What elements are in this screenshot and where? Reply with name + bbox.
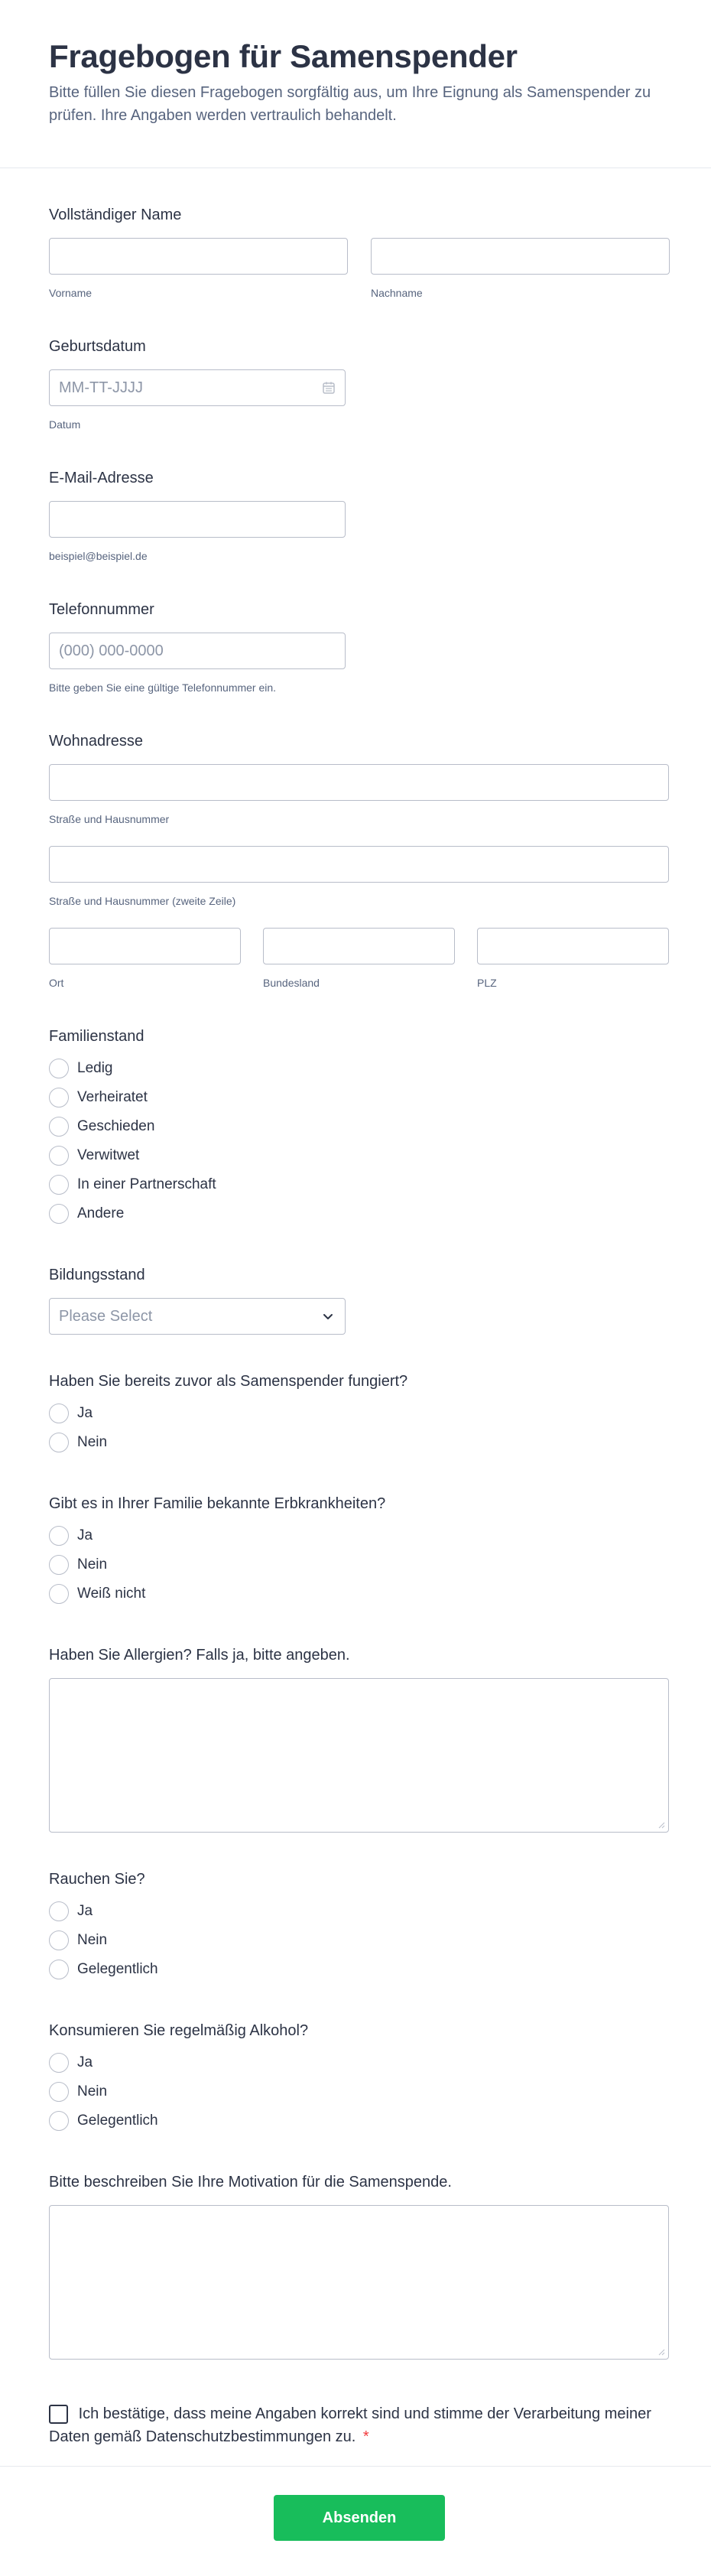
alcohol-option[interactable] [49, 2048, 672, 2077]
alcohol-radio[interactable] [49, 2082, 69, 2102]
marital-option-label: Geschieden [77, 1118, 155, 1134]
hereditary-radio[interactable] [49, 1555, 69, 1575]
hereditary-options [49, 1521, 672, 1608]
address-label: Wohnadresse [49, 733, 144, 750]
marital-option-label: Verheiratet [77, 1089, 148, 1105]
donor-before-radio[interactable] [49, 1403, 69, 1423]
form-header [0, 0, 711, 168]
email-section [49, 468, 672, 563]
smoking-radio[interactable] [49, 1960, 69, 1979]
phone-sublabel: Bitte geben Sie eine gültige Telefonnummer ein. [49, 681, 277, 694]
first-name-sublabel: Vorname [49, 287, 93, 299]
consent-section [49, 2402, 669, 2448]
calendar-icon[interactable] [322, 381, 336, 395]
birthdate-placeholder: MM-TT-JJJJ [59, 379, 143, 396]
consent-row [49, 2402, 669, 2448]
marital-option[interactable] [49, 1112, 672, 1141]
marital-option[interactable] [49, 1199, 672, 1228]
hereditary-option[interactable] [49, 1579, 672, 1608]
last-name-sublabel: Nachname [371, 287, 423, 299]
marital-option[interactable] [49, 1141, 672, 1170]
smoking-option[interactable] [49, 1926, 672, 1955]
marital-option-label: Andere [77, 1205, 125, 1221]
marital-options [49, 1054, 672, 1228]
marital-option-label: Ledig [77, 1060, 113, 1076]
email-sublabel: beispiel@beispiel.de [49, 550, 148, 562]
smoking-radio[interactable] [49, 1901, 69, 1921]
hereditary-option[interactable] [49, 1521, 672, 1550]
form-footer [0, 2466, 711, 2576]
smoking-option[interactable] [49, 1897, 672, 1926]
email-label: E-Mail-Adresse [49, 470, 154, 486]
allergies-textarea[interactable] [49, 1678, 669, 1833]
donor-before-option[interactable] [49, 1399, 672, 1428]
resize-handle-icon[interactable] [658, 2349, 665, 2356]
city-input[interactable] [49, 928, 241, 964]
first-name-input[interactable] [49, 238, 348, 275]
alcohol-option[interactable] [49, 2106, 672, 2135]
alcohol-option-label: Nein [77, 2083, 108, 2100]
street-input[interactable] [49, 764, 669, 801]
donor-before-option-label: Nein [77, 1434, 108, 1450]
hereditary-option-label: Ja [77, 1527, 93, 1543]
address-section [49, 731, 672, 990]
donor-before-radio[interactable] [49, 1433, 69, 1452]
alcohol-radio[interactable] [49, 2111, 69, 2131]
marital-radio[interactable] [49, 1146, 69, 1166]
page-title: Fragebogen für Samenspender [49, 38, 518, 74]
hereditary-option[interactable] [49, 1550, 672, 1579]
education-placeholder: Please Select [59, 1307, 153, 1325]
alcohol-label: Konsumieren Sie regelmäßig Alkohol? [49, 2022, 309, 2039]
donor-before-options [49, 1399, 672, 1457]
alcohol-option[interactable] [49, 2077, 672, 2106]
street-sublabel: Straße und Hausnummer [49, 813, 170, 825]
marital-option[interactable] [49, 1083, 672, 1112]
consent-text: Ich bestätige, dass meine Angaben korrekt sind und stimme der Verarbeitung meiner Daten gemäß Datenschutzbestimmungen zu. [49, 2405, 651, 2445]
required-mark: * [362, 2428, 369, 2445]
alcohol-option-label: Ja [77, 2054, 93, 2070]
birthdate-label: Geburtsdatum [49, 338, 146, 355]
marital-radio[interactable] [49, 1088, 69, 1107]
marital-radio[interactable] [49, 1117, 69, 1137]
smoking-radio[interactable] [49, 1930, 69, 1950]
marital-section [49, 1026, 672, 1228]
hereditary-option-label: Weiß nicht [77, 1586, 146, 1602]
motivation-label: Bitte beschreiben Sie Ihre Motivation für die Samenspende. [49, 2174, 452, 2191]
alcohol-section [49, 2021, 672, 2135]
smoking-section [49, 1869, 672, 1984]
marital-option-label: In einer Partnerschaft [77, 1176, 216, 1192]
allergies-section [49, 1645, 672, 1833]
hereditary-radio[interactable] [49, 1584, 69, 1604]
zip-input[interactable] [477, 928, 669, 964]
email-input[interactable] [49, 501, 346, 538]
resize-handle-icon[interactable] [658, 1822, 665, 1829]
submit-button[interactable]: Absenden [274, 2495, 445, 2541]
smoking-option-label: Gelegentlich [77, 1961, 158, 1977]
marital-radio[interactable] [49, 1175, 69, 1195]
street2-sublabel: Straße und Hausnummer (zweite Zeile) [49, 895, 236, 907]
phone-input[interactable] [49, 633, 346, 669]
motivation-section [49, 2172, 672, 2360]
page-subtitle: Bitte füllen Sie diesen Fragebogen sorgfältig aus, um Ihre Eignung als Samenspender zu prüfen. Ihre Angaben werden vertraulich behandelt. [49, 84, 651, 124]
birthdate-section [49, 337, 672, 431]
phone-placeholder: (000) 000-0000 [59, 642, 164, 659]
allergies-label: Haben Sie Allergien? Falls ja, bitte angeben. [49, 1647, 350, 1664]
chevron-down-icon[interactable] [320, 1309, 336, 1324]
zip-sublabel: PLZ [477, 977, 497, 989]
marital-radio[interactable] [49, 1059, 69, 1078]
smoking-option[interactable] [49, 1955, 672, 1984]
donor-before-option-label: Ja [77, 1405, 93, 1421]
smoking-label: Rauchen Sie? [49, 1871, 145, 1888]
marital-option-label: Verwitwet [77, 1147, 140, 1163]
form-content [0, 205, 711, 2448]
last-name-input[interactable] [371, 238, 670, 275]
marital-label: Familienstand [49, 1028, 144, 1045]
alcohol-option-label: Gelegentlich [77, 2113, 158, 2129]
full-name-section [49, 205, 672, 300]
marital-radio[interactable] [49, 1204, 69, 1224]
smoking-option-label: Nein [77, 1932, 108, 1948]
state-sublabel: Bundesland [263, 977, 320, 989]
marital-option[interactable] [49, 1170, 672, 1199]
phone-label: Telefonnummer [49, 601, 154, 618]
donor-before-label: Haben Sie bereits zuvor als Samenspender fungiert? [49, 1373, 408, 1390]
donor-before-option[interactable] [49, 1428, 672, 1457]
city-sublabel: Ort [49, 977, 64, 989]
alcohol-options [49, 2048, 672, 2135]
motivation-textarea[interactable] [49, 2205, 669, 2360]
state-input[interactable] [263, 928, 455, 964]
education-section [49, 1265, 672, 1335]
hereditary-section [49, 1494, 672, 1608]
consent-checkbox[interactable] [49, 2405, 68, 2424]
full-name-label: Vollständiger Name [49, 207, 182, 223]
birthdate-sublabel: Datum [49, 418, 81, 431]
marital-option[interactable] [49, 1054, 672, 1083]
alcohol-radio[interactable] [49, 2053, 69, 2073]
birthdate-input[interactable] [49, 369, 346, 406]
donor-before-section [49, 1371, 672, 1457]
smoking-option-label: Ja [77, 1903, 93, 1919]
hereditary-option-label: Nein [77, 1556, 108, 1573]
smoking-options [49, 1897, 672, 1984]
education-label: Bildungsstand [49, 1267, 145, 1283]
hereditary-radio[interactable] [49, 1526, 69, 1546]
street2-input[interactable] [49, 846, 669, 883]
phone-section [49, 600, 672, 694]
education-select[interactable] [49, 1298, 346, 1335]
hereditary-label: Gibt es in Ihrer Familie bekannte Erbkrankheiten? [49, 1495, 386, 1512]
